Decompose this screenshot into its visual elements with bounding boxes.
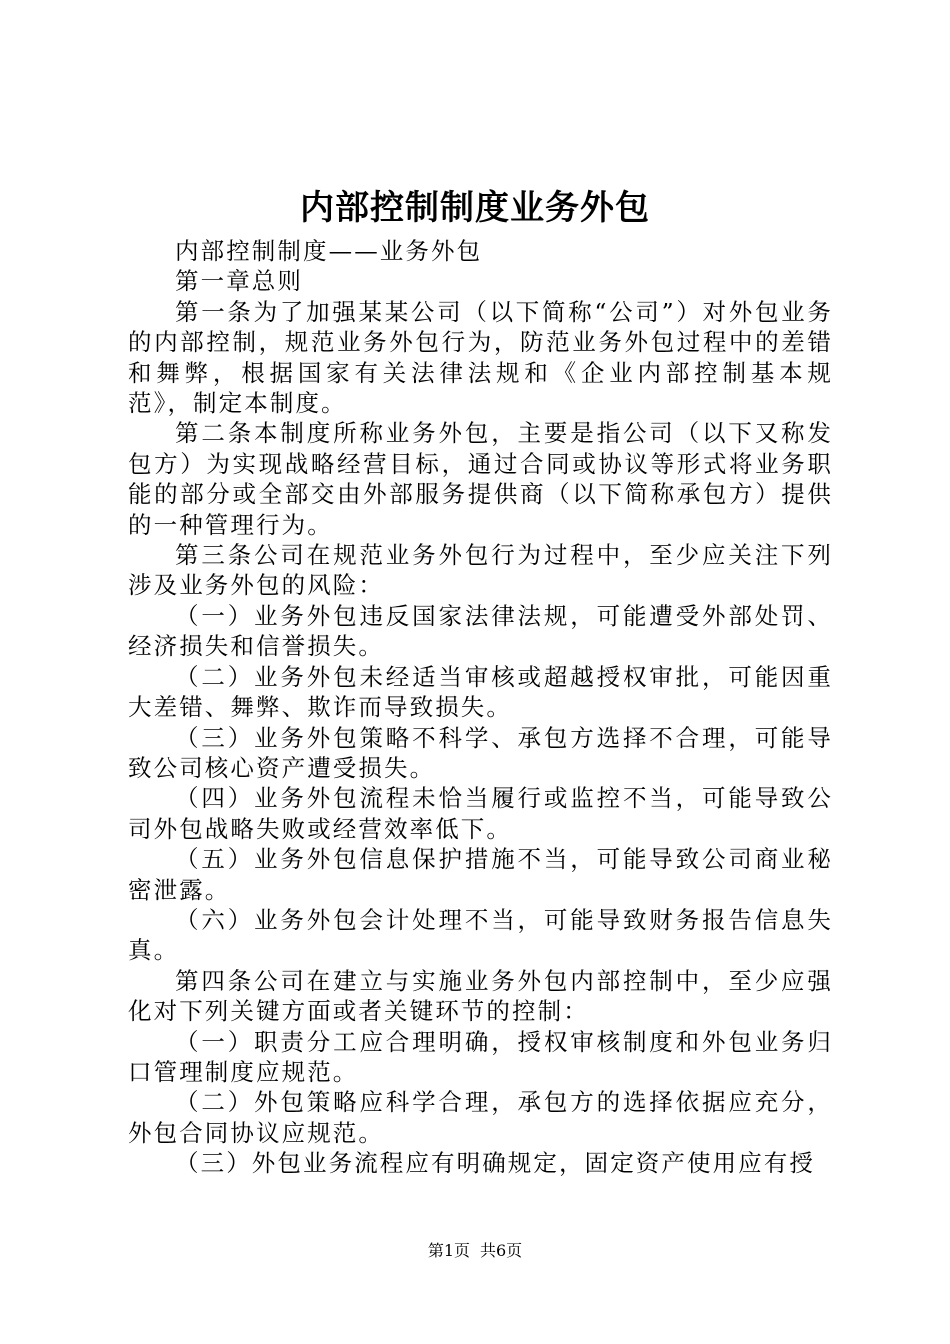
control-item-3: （三）外包业务流程应有明确规定，固定资产使用应有授 bbox=[175, 1149, 815, 1178]
risk-item-5: （五）业务外包信息保护措施不当，可能导致公司商业秘密泄露。 bbox=[128, 845, 833, 904]
page-number: 第1页 bbox=[427, 1241, 470, 1260]
document-body bbox=[128, 236, 833, 1179]
control-item-2: （二）外包策略应科学合理，承包方的选择依据应充分，外包合同协议应规范。 bbox=[128, 1088, 833, 1147]
risk-item-1: （一）业务外包违反国家法律法规，可能遭受外部处罚、经济损失和信誉损失。 bbox=[128, 601, 833, 661]
risk-item-2: （二）业务外包未经适当审核或超越授权审批，可能因重大差错、舞弊、欺诈而导致损失。 bbox=[128, 662, 833, 722]
article-4-paragraph: 第四条公司在建立与实施业务外包内部控制中，至少应强化对下列关键方面或者关键环节的控制： bbox=[128, 966, 833, 1026]
document-title: 内部控制制度业务外包 bbox=[300, 188, 650, 228]
page-total: 共6页 bbox=[480, 1241, 523, 1260]
control-item-1: （一）职责分工应合理明确，授权审核制度和外包业务归口管理制度应规范。 bbox=[128, 1027, 833, 1086]
risk-item-6: （六）业务外包会计处理不当，可能导致财务报告信息失真。 bbox=[128, 905, 833, 965]
article-1-paragraph: 第一条为了加强某某公司（以下简称“公司”）对外包业务的内部控制，规范业务外包行为，防范业务外包过程中的差错和舞弊，根据国家有关法律法规和《企业内部控制基本规范》，制定本制度。 bbox=[128, 297, 833, 418]
article-2-paragraph: 第二条本制度所称业务外包，主要是指公司（以下又称发包方）为实现战略经营目标，通过合同或协议等形式将业务职能的部分或全部交由外部服务提供商（以下简称承包方）提供的一种管理行为。 bbox=[128, 419, 833, 539]
page-footer bbox=[0, 1240, 950, 1262]
subtitle-paragraph: 内部控制制度——业务外包 bbox=[175, 237, 483, 265]
chapter-heading: 第一章总则 bbox=[175, 267, 303, 296]
risk-item-3: （三）业务外包策略不科学、承包方选择不合理，可能导致公司核心资产遭受损失。 bbox=[128, 723, 833, 782]
article-3-paragraph: 第三条公司在规范业务外包行为过程中，至少应关注下列涉及业务外包的风险： bbox=[128, 541, 833, 600]
risk-item-4: （四）业务外包流程未恰当履行或监控不当，可能导致公司外包战略失败或经营效率低下。 bbox=[128, 784, 833, 843]
